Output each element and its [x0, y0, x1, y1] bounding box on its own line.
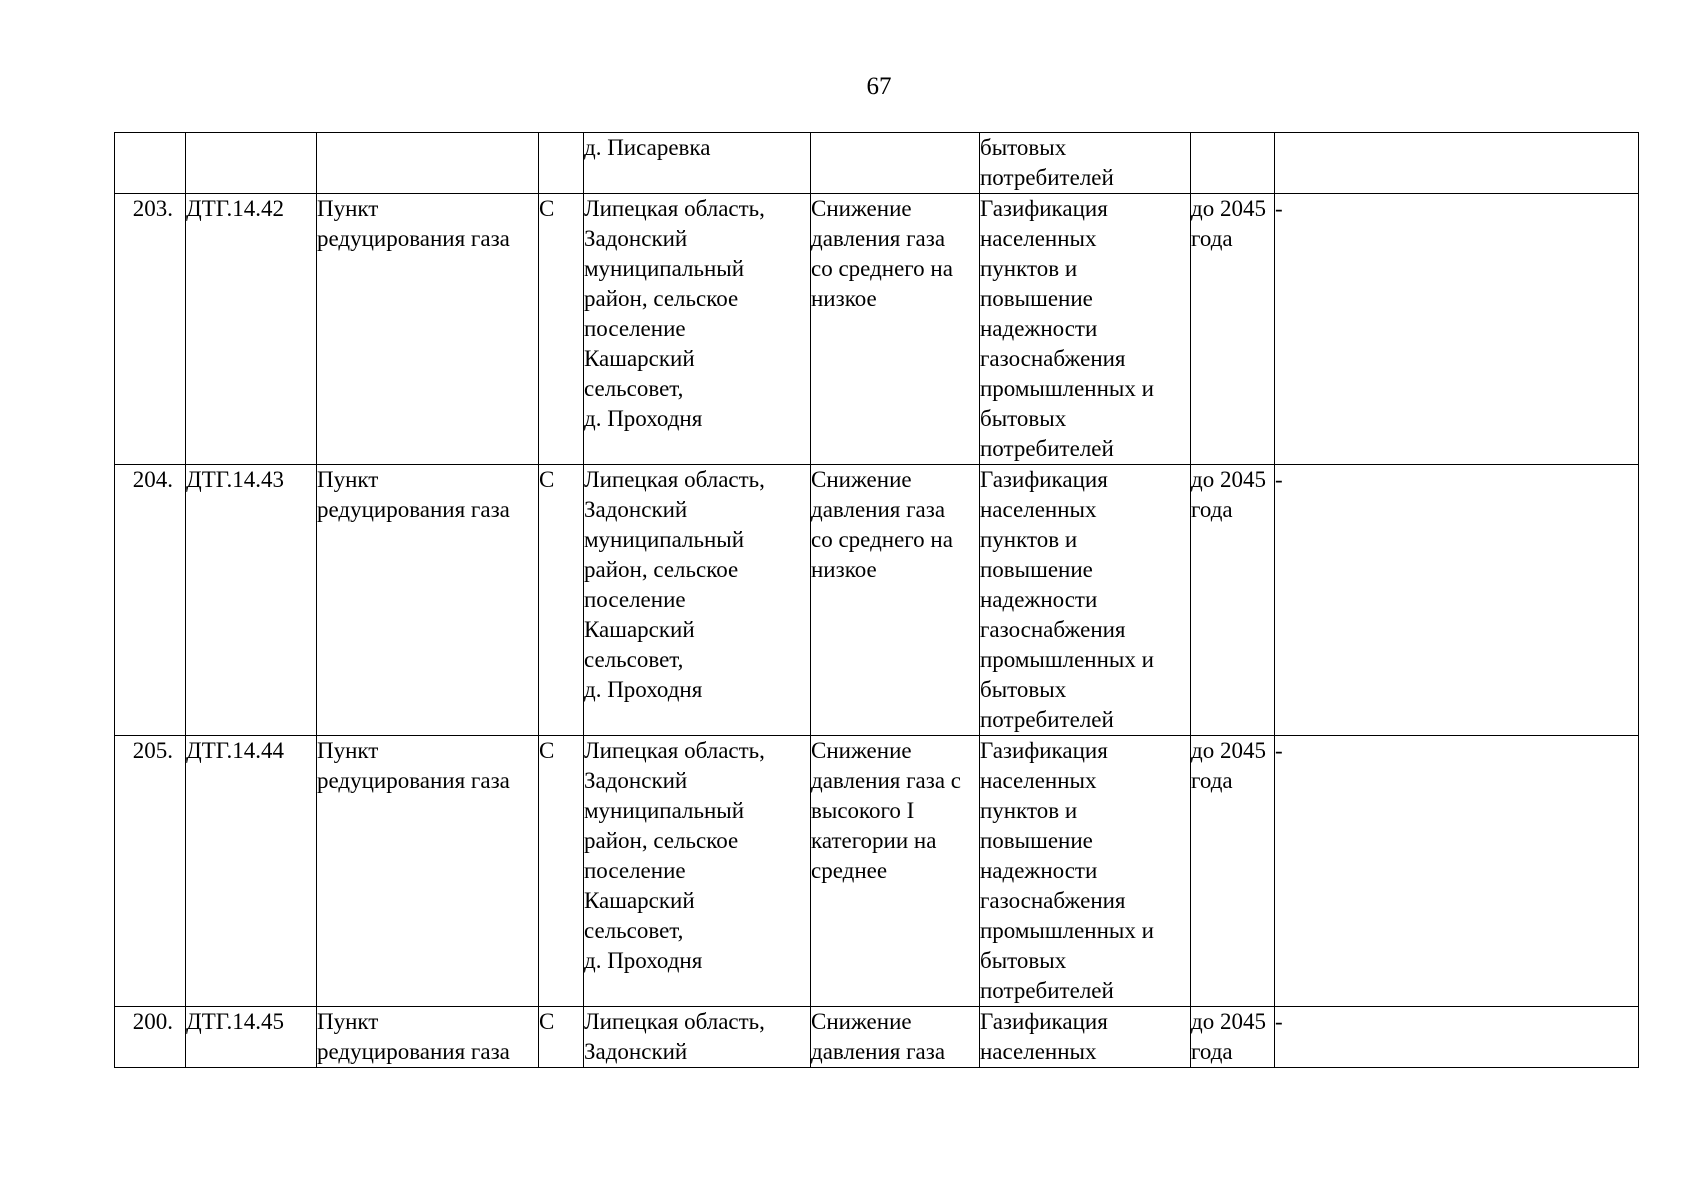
object-code-cell: ДТГ.14.44 — [186, 736, 317, 1007]
location-line: д. Проходня — [584, 948, 703, 973]
location-line: поселение — [584, 858, 686, 883]
table-body — [115, 133, 1639, 1068]
purpose-line: категории на — [811, 828, 937, 853]
goal-line: повышение — [980, 557, 1093, 582]
object-name-line: Пункт — [317, 196, 379, 221]
purpose-line: Снижение — [811, 467, 912, 492]
term-line: года — [1191, 226, 1233, 251]
goal-cell — [980, 133, 1191, 194]
location-line: сельсовет, — [584, 376, 684, 401]
object-name-line: Пункт — [317, 467, 379, 492]
object-name-cell — [317, 133, 539, 194]
goal-line: потребителей — [980, 165, 1114, 190]
goal-line: населенных — [980, 768, 1097, 793]
location-line: район, сельское — [584, 286, 739, 311]
term-line: до 2045 — [1191, 738, 1266, 763]
purpose-cell — [811, 736, 980, 1007]
goal-line: Газификация — [980, 467, 1108, 492]
location-line: Задонский — [584, 768, 688, 793]
object-name-line: редуцирования газа — [317, 497, 510, 522]
purpose-line: давления газа — [811, 1039, 946, 1064]
goal-line: потребителей — [980, 707, 1114, 732]
object-type-cell: С — [539, 1007, 584, 1068]
goal-line: бытовых — [980, 677, 1067, 702]
location-line: Кашарский — [584, 617, 695, 642]
object-name-line: редуцирования газа — [317, 768, 510, 793]
location-line: сельсовет, — [584, 647, 684, 672]
object-name-line: Пункт — [317, 1009, 379, 1034]
term-cell — [1191, 465, 1275, 736]
object-type-cell: С — [539, 736, 584, 1007]
term-line: до 2045 — [1191, 467, 1266, 492]
goal-line: промышленных и — [980, 376, 1154, 401]
object-name-line: редуцирования газа — [317, 1039, 510, 1064]
goal-line: газоснабжения — [980, 346, 1126, 371]
object-name-line: Пункт — [317, 738, 379, 763]
term-line: года — [1191, 768, 1233, 793]
row-number-cell — [115, 133, 186, 194]
object-type-cell: С — [539, 465, 584, 736]
term-cell — [1191, 194, 1275, 465]
location-line: Кашарский — [584, 888, 695, 913]
purpose-cell — [811, 133, 980, 194]
goal-line: надежности — [980, 858, 1098, 883]
location-line: поселение — [584, 316, 686, 341]
purpose-line: среднее — [811, 858, 888, 883]
location-cell — [584, 736, 811, 1007]
goal-line: потребителей — [980, 978, 1114, 1003]
location-line: Липецкая область, — [584, 738, 765, 763]
purpose-line: давления газа — [811, 226, 946, 251]
purpose-line: Снижение — [811, 738, 912, 763]
location-line: Задонский — [584, 226, 688, 251]
purpose-line: Снижение — [811, 1009, 912, 1034]
purpose-line: давления газа с — [811, 768, 961, 793]
row-number-cell: 204. — [115, 465, 186, 736]
goal-line: потребителей — [980, 436, 1114, 461]
location-cell — [584, 1007, 811, 1068]
term-line: до 2045 — [1191, 1009, 1266, 1034]
term-cell — [1191, 1007, 1275, 1068]
note-cell — [1275, 133, 1639, 194]
table-row — [115, 736, 1639, 1007]
purpose-line: низкое — [811, 557, 877, 582]
goal-cell — [980, 194, 1191, 465]
goal-cell — [980, 1007, 1191, 1068]
goal-line: населенных — [980, 1039, 1097, 1064]
location-line: муниципальный — [584, 527, 745, 552]
location-line: Кашарский — [584, 346, 695, 371]
location-line: Липецкая область, — [584, 1009, 765, 1034]
term-cell — [1191, 736, 1275, 1007]
object-code-cell: ДТГ.14.43 — [186, 465, 317, 736]
goal-line: газоснабжения — [980, 617, 1126, 642]
purpose-line: со среднего на — [811, 256, 953, 281]
location-cell — [584, 133, 811, 194]
object-code-cell — [186, 133, 317, 194]
object-type-cell: С — [539, 194, 584, 465]
location-line: район, сельское — [584, 828, 739, 853]
object-name-cell — [317, 465, 539, 736]
location-line: сельсовет, — [584, 918, 684, 943]
row-number-cell: 205. — [115, 736, 186, 1007]
goal-cell — [980, 736, 1191, 1007]
note-cell: - — [1275, 465, 1639, 736]
object-code-cell: ДТГ.14.42 — [186, 194, 317, 465]
goal-line: бытовых — [980, 135, 1067, 160]
object-type-cell — [539, 133, 584, 194]
goal-line: Газификация — [980, 1009, 1108, 1034]
note-cell: - — [1275, 1007, 1639, 1068]
purpose-cell — [811, 1007, 980, 1068]
objects-table — [114, 132, 1639, 1068]
purpose-line: Снижение — [811, 196, 912, 221]
goal-line: повышение — [980, 286, 1093, 311]
goal-line: населенных — [980, 497, 1097, 522]
note-cell: - — [1275, 194, 1639, 465]
location-line: д. Писаревка — [584, 135, 711, 160]
goal-line: надежности — [980, 316, 1098, 341]
location-line: Задонский — [584, 497, 688, 522]
goal-line: бытовых — [980, 948, 1067, 973]
note-cell: - — [1275, 736, 1639, 1007]
object-name-cell — [317, 194, 539, 465]
goal-line: бытовых — [980, 406, 1067, 431]
goal-line: пунктов и — [980, 798, 1078, 823]
goal-line: пунктов и — [980, 256, 1078, 281]
location-line: Липецкая область, — [584, 196, 765, 221]
goal-line: населенных — [980, 226, 1097, 251]
goal-line: пунктов и — [980, 527, 1078, 552]
term-cell — [1191, 133, 1275, 194]
purpose-line: давления газа — [811, 497, 946, 522]
location-line: муниципальный — [584, 256, 745, 281]
goal-line: повышение — [980, 828, 1093, 853]
term-line: года — [1191, 1039, 1233, 1064]
goal-line: надежности — [980, 587, 1098, 612]
purpose-line: со среднего на — [811, 527, 953, 552]
row-number-cell: 200. — [115, 1007, 186, 1068]
object-name-cell — [317, 1007, 539, 1068]
table-row — [115, 1007, 1639, 1068]
object-name-line: редуцирования газа — [317, 226, 510, 251]
location-line: Липецкая область, — [584, 467, 765, 492]
purpose-line: низкое — [811, 286, 877, 311]
page-number: 67 — [866, 73, 892, 100]
row-number-cell: 203. — [115, 194, 186, 465]
location-line: Задонский — [584, 1039, 688, 1064]
location-line: д. Проходня — [584, 406, 703, 431]
term-line: до 2045 — [1191, 196, 1266, 221]
table-row — [115, 465, 1639, 736]
term-line: года — [1191, 497, 1233, 522]
goal-line: газоснабжения — [980, 888, 1126, 913]
goal-line: промышленных и — [980, 918, 1154, 943]
goal-line: Газификация — [980, 196, 1108, 221]
location-cell — [584, 465, 811, 736]
goal-line: промышленных и — [980, 647, 1154, 672]
table-row — [115, 194, 1639, 465]
goal-cell — [980, 465, 1191, 736]
table-row — [115, 133, 1639, 194]
location-line: муниципальный — [584, 798, 745, 823]
object-code-cell: ДТГ.14.45 — [186, 1007, 317, 1068]
purpose-cell — [811, 465, 980, 736]
location-cell — [584, 194, 811, 465]
location-line: поселение — [584, 587, 686, 612]
goal-line: Газификация — [980, 738, 1108, 763]
purpose-line: высокого I — [811, 798, 915, 823]
location-line: д. Проходня — [584, 677, 703, 702]
object-name-cell — [317, 736, 539, 1007]
purpose-cell — [811, 194, 980, 465]
location-line: район, сельское — [584, 557, 739, 582]
